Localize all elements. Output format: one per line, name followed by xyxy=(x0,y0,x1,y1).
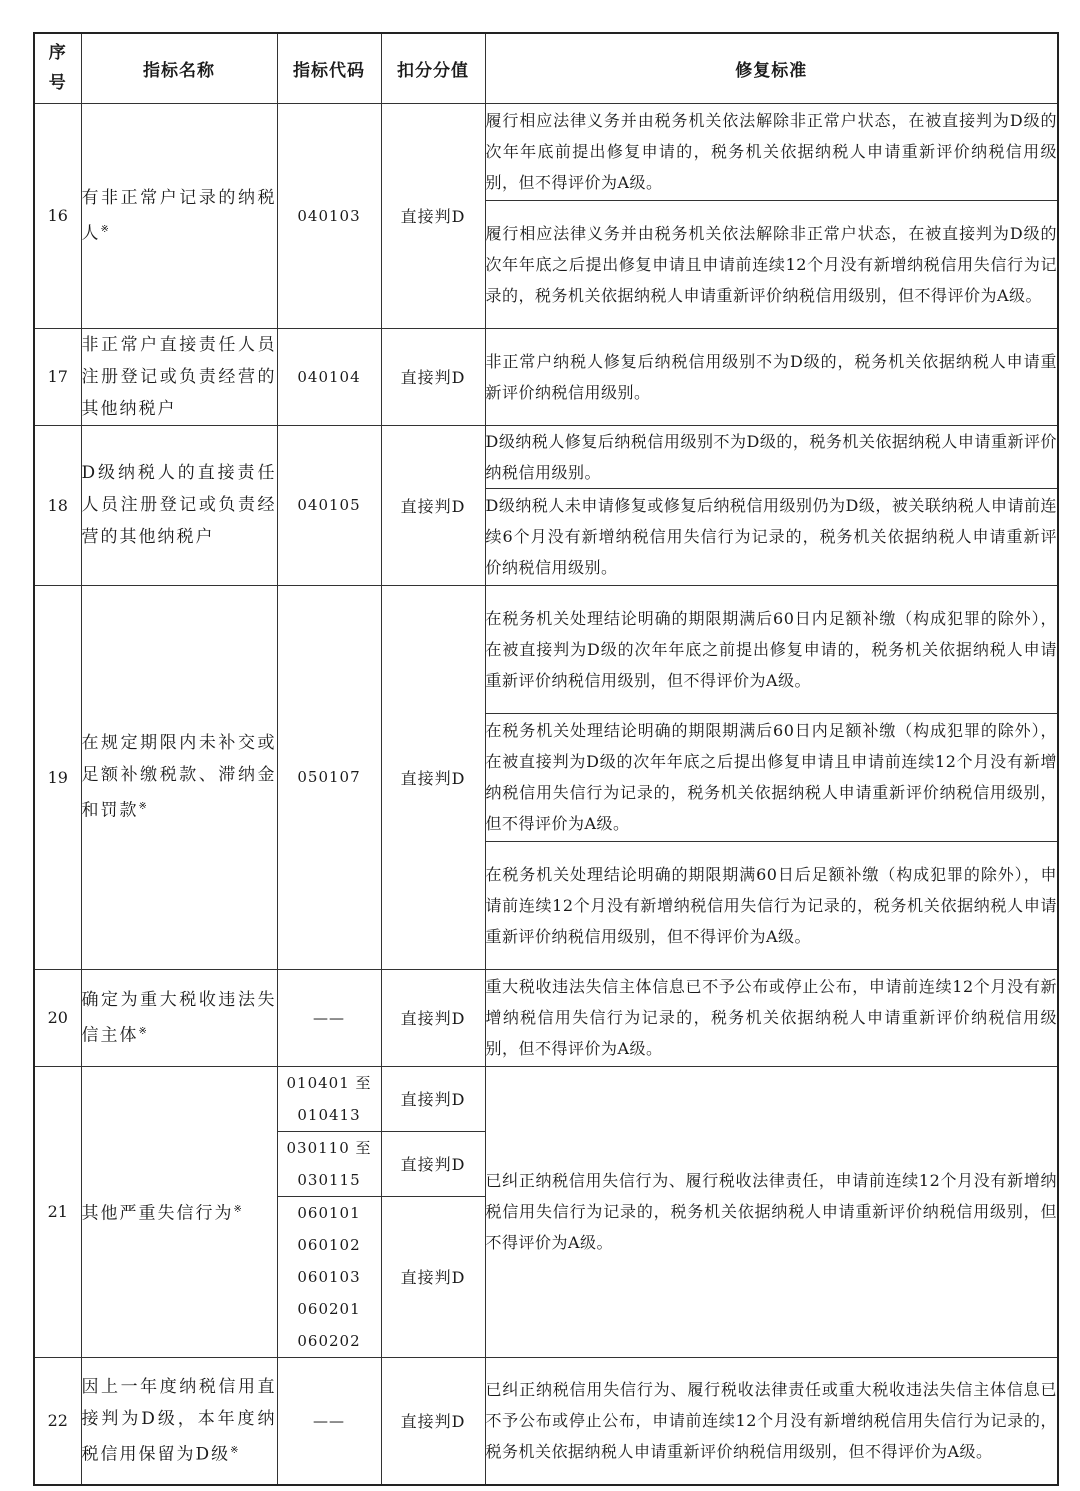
row-deduct: 直接判D xyxy=(381,1131,485,1196)
row-code: 060101 060102 060103 060201 060202 xyxy=(277,1196,381,1357)
row-code: 040105 xyxy=(277,425,381,585)
row-seq: 17 xyxy=(34,328,81,425)
header-name: 指标名称 xyxy=(81,33,277,103)
row-name: 确定为重大税收违法失信主体※ xyxy=(81,969,277,1066)
row-name: 在规定期限内未补交或足额补缴税款、滞纳金和罚款※ xyxy=(81,585,277,969)
row-deduct: 直接判D xyxy=(381,1066,485,1131)
header-seq: 序号 xyxy=(34,33,81,103)
row-name: 有非正常户记录的纳税人※ xyxy=(81,103,277,328)
row-seq: 19 xyxy=(34,585,81,969)
table-header-row xyxy=(34,33,1058,103)
row-code: 040104 xyxy=(277,328,381,425)
row-deduct: 直接判D xyxy=(381,1196,485,1357)
row-code: —— xyxy=(277,969,381,1066)
row-seq: 22 xyxy=(34,1357,81,1485)
row-standard: 重大税收违法失信主体信息已不予公布或停止公布，申请前连续12个月没有新增纳税信用失信行为记录的，税务机关依据纳税人申请重新评价纳税信用级别，但不得评价为A级。 xyxy=(485,969,1058,1066)
row-standard: 在税务机关处理结论明确的期限期满后60日内足额补缴（构成犯罪的除外），在被直接判为D级的次年年底之后提出修复申请且申请前连续12个月没有新增纳税信用失信行为记录的，税务机关依据纳税人申请重新评价纳税信用级别，但不得评价为A级。 xyxy=(485,713,1058,841)
row-deduct: 直接判D xyxy=(381,1357,485,1485)
row-code: —— xyxy=(277,1357,381,1485)
row-code: 050107 xyxy=(277,585,381,969)
table-row xyxy=(34,969,1058,1066)
row-standard: 非正常户纳税人修复后纳税信用级别不为D级的，税务机关依据纳税人申请重新评价纳税信用级别。 xyxy=(485,328,1058,425)
row-standard: 已纠正纳税信用失信行为、履行税收法律责任或重大税收违法失信主体信息已不予公布或停止公布，申请前连续12个月没有新增纳税信用失信行为记录的，税务机关依据纳税人申请重新评价纳税信用级别，但不得评价为A级。 xyxy=(485,1357,1058,1485)
row-standard: 在税务机关处理结论明确的期限期满60日后足额补缴（构成犯罪的除外），申请前连续12个月没有新增纳税信用失信行为记录的，税务机关依据纳税人申请重新评价纳税信用级别，但不得评价为A级。 xyxy=(485,841,1058,969)
row-code: 010401 至 010413 xyxy=(277,1066,381,1131)
row-name: 非正常户直接责任人员注册登记或负责经营的其他纳税户 xyxy=(81,328,277,425)
header-deduct: 扣分分值 xyxy=(381,33,485,103)
row-deduct: 直接判D xyxy=(381,103,485,328)
header-standard: 修复标准 xyxy=(485,33,1058,103)
row-deduct: 直接判D xyxy=(381,425,485,585)
row-standard: 履行相应法律义务并由税务机关依法解除非正常户状态，在被直接判为D级的次年年底前提出修复申请的，税务机关依据纳税人申请重新评价纳税信用级别，但不得评价为A级。 xyxy=(485,103,1058,200)
row-standard: 已纠正纳税信用失信行为、履行税收法律责任，申请前连续12个月没有新增纳税信用失信行为记录的，税务机关依据纳税人申请重新评价纳税信用级别，但不得评价为A级。 xyxy=(485,1066,1058,1357)
row-standard: D级纳税人未申请修复或修复后纳税信用级别仍为D级，被关联纳税人申请前连续6个月没有新增纳税信用失信行为记录的，税务机关依据纳税人申请重新评价纳税信用级别。 xyxy=(485,488,1058,585)
row-standard: 履行相应法律义务并由税务机关依法解除非正常户状态，在被直接判为D级的次年年底之后提出修复申请且申请前连续12个月没有新增纳税信用失信行为记录的，税务机关依据纳税人申请重新评价纳税信用级别，但不得评价为A级。 xyxy=(485,200,1058,328)
table-row xyxy=(34,1066,1058,1131)
row-deduct: 直接判D xyxy=(381,585,485,969)
row-seq: 21 xyxy=(34,1066,81,1357)
row-deduct: 直接判D xyxy=(381,969,485,1066)
table-row xyxy=(34,1357,1058,1485)
table-row xyxy=(34,103,1058,200)
row-name: 其他严重失信行为※ xyxy=(81,1066,277,1357)
repair-standards-table xyxy=(33,32,1059,1486)
row-deduct: 直接判D xyxy=(381,328,485,425)
table-row xyxy=(34,585,1058,713)
row-code: 030110 至 030115 xyxy=(277,1131,381,1196)
row-code: 040103 xyxy=(277,103,381,328)
row-seq: 20 xyxy=(34,969,81,1066)
table-row xyxy=(34,328,1058,425)
row-standard: 在税务机关处理结论明确的期限期满后60日内足额补缴（构成犯罪的除外），在被直接判为D级的次年年底之前提出修复申请的，税务机关依据纳税人申请重新评价纳税信用级别，但不得评价为A级。 xyxy=(485,585,1058,713)
header-code: 指标代码 xyxy=(277,33,381,103)
row-seq: 18 xyxy=(34,425,81,585)
table-row xyxy=(34,425,1058,488)
row-seq: 16 xyxy=(34,103,81,328)
row-name: D级纳税人的直接责任人员注册登记或负责经营的其他纳税户 xyxy=(81,425,277,585)
row-standard: D级纳税人修复后纳税信用级别不为D级的，税务机关依据纳税人申请重新评价纳税信用级别。 xyxy=(485,425,1058,488)
row-name: 因上一年度纳税信用直接判为D级，本年度纳税信用保留为D级※ xyxy=(81,1357,277,1485)
